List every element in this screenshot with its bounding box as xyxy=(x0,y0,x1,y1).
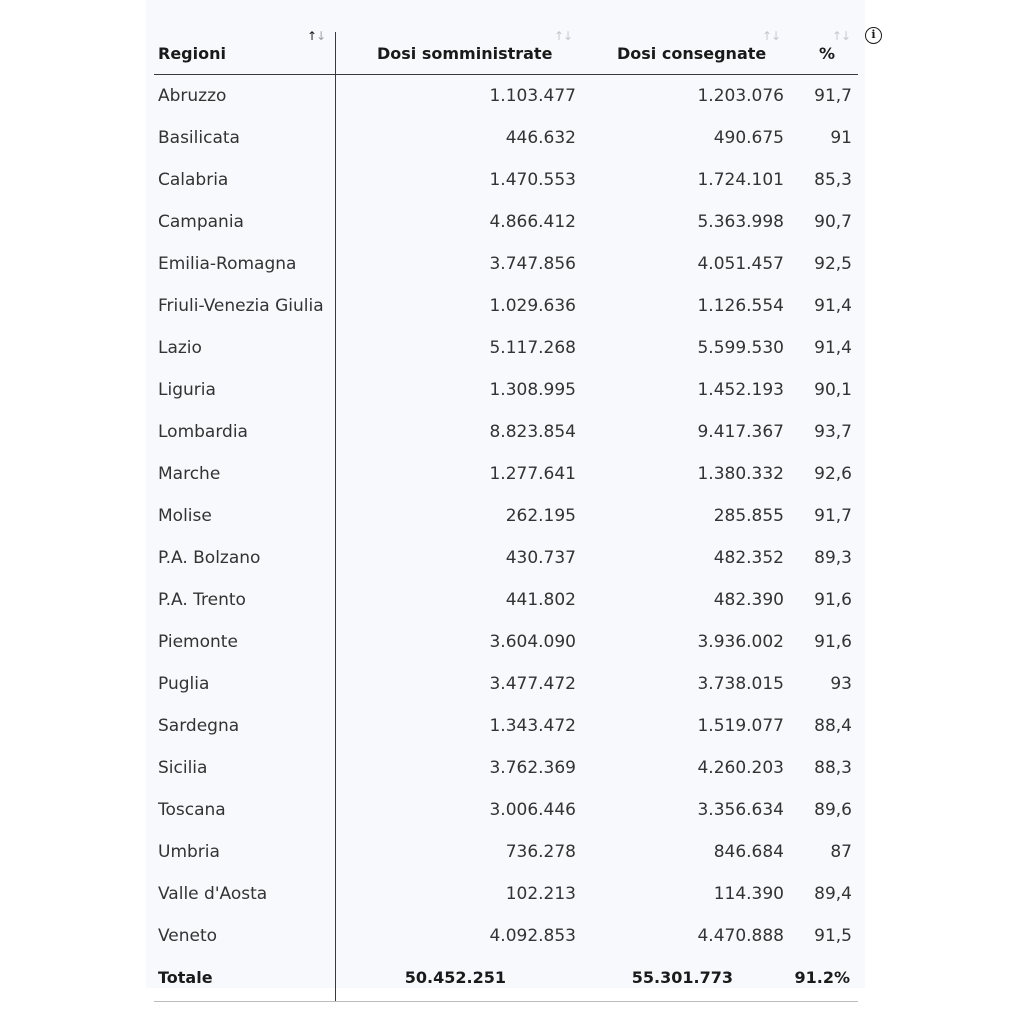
region-cell: Emilia-Romagna xyxy=(158,254,297,274)
somministrate-cell: 102.213 xyxy=(505,884,576,904)
percent-cell: 90,1 xyxy=(814,380,852,400)
region-cell: Piemonte xyxy=(158,632,238,652)
consegnate-cell: 3.738.015 xyxy=(697,674,784,694)
percent-cell: 93 xyxy=(830,674,852,694)
total-percent: 91.2% xyxy=(794,968,850,987)
column-header-dosi-somministrate[interactable]: Dosi somministrate xyxy=(377,44,553,63)
region-cell: Campania xyxy=(158,212,244,232)
somministrate-cell: 1.029.636 xyxy=(489,296,576,316)
consegnate-cell: 114.390 xyxy=(713,884,784,904)
table-row xyxy=(0,622,1017,664)
consegnate-cell: 846.684 xyxy=(713,842,784,862)
percent-cell: 85,3 xyxy=(814,170,852,190)
somministrate-cell: 1.470.553 xyxy=(489,170,576,190)
sort-icon-percent[interactable]: ↑↓ xyxy=(832,29,851,43)
percent-cell: 89,3 xyxy=(814,548,852,568)
somministrate-cell: 3.747.856 xyxy=(489,254,576,274)
table-body xyxy=(0,76,1017,958)
column-header-dosi-consegnate[interactable]: Dosi consegnate xyxy=(617,44,767,63)
table-row xyxy=(0,790,1017,832)
somministrate-cell: 3.477.472 xyxy=(489,674,576,694)
region-cell: Abruzzo xyxy=(158,86,227,106)
percent-cell: 88,3 xyxy=(814,758,852,778)
sort-icon-dosi-consegnate[interactable]: ↑↓ xyxy=(762,29,781,43)
footer-divider xyxy=(154,1001,858,1002)
region-cell: P.A. Bolzano xyxy=(158,548,261,568)
consegnate-cell: 1.126.554 xyxy=(697,296,784,316)
table-row xyxy=(0,160,1017,202)
region-cell: Molise xyxy=(158,506,212,526)
region-cell: Friuli-Venezia Giulia xyxy=(158,296,324,316)
sort-icon-dosi-somministrate[interactable]: ↑↓ xyxy=(554,29,573,43)
table-row xyxy=(0,370,1017,412)
percent-cell: 92,5 xyxy=(814,254,852,274)
header-divider xyxy=(154,74,858,75)
table-row xyxy=(0,286,1017,328)
consegnate-cell: 3.356.634 xyxy=(697,800,784,820)
table-row xyxy=(0,748,1017,790)
table-row xyxy=(0,454,1017,496)
somministrate-cell: 1.103.477 xyxy=(489,86,576,106)
somministrate-cell: 1.277.641 xyxy=(489,464,576,484)
percent-cell: 89,4 xyxy=(814,884,852,904)
somministrate-cell: 441.802 xyxy=(505,590,576,610)
region-cell: Umbria xyxy=(158,842,220,862)
total-row xyxy=(0,968,1017,994)
somministrate-cell: 3.762.369 xyxy=(489,758,576,778)
consegnate-cell: 1.380.332 xyxy=(697,464,784,484)
consegnate-cell: 1.724.101 xyxy=(697,170,784,190)
consegnate-cell: 9.417.367 xyxy=(697,422,784,442)
table-row xyxy=(0,832,1017,874)
somministrate-cell: 8.823.854 xyxy=(489,422,576,442)
somministrate-cell: 736.278 xyxy=(505,842,576,862)
percent-cell: 87 xyxy=(830,842,852,862)
somministrate-cell: 3.006.446 xyxy=(489,800,576,820)
table-row xyxy=(0,412,1017,454)
region-cell: P.A. Trento xyxy=(158,590,246,610)
consegnate-cell: 4.051.457 xyxy=(697,254,784,274)
region-cell: Lazio xyxy=(158,338,202,358)
region-cell: Calabria xyxy=(158,170,229,190)
consegnate-cell: 1.519.077 xyxy=(697,716,784,736)
region-cell: Puglia xyxy=(158,674,210,694)
percent-cell: 90,7 xyxy=(814,212,852,232)
region-cell: Liguria xyxy=(158,380,216,400)
total-consegnate: 55.301.773 xyxy=(631,968,733,987)
percent-cell: 89,6 xyxy=(814,800,852,820)
region-cell: Sardegna xyxy=(158,716,240,736)
table-row xyxy=(0,664,1017,706)
table-row xyxy=(0,76,1017,118)
consegnate-cell: 490.675 xyxy=(713,128,784,148)
percent-cell: 91,7 xyxy=(814,86,852,106)
table-row xyxy=(0,580,1017,622)
consegnate-cell: 5.363.998 xyxy=(697,212,784,232)
region-cell: Toscana xyxy=(158,800,226,820)
table-row xyxy=(0,496,1017,538)
sort-icon-regioni[interactable]: ↑↓ xyxy=(307,29,326,43)
somministrate-cell: 5.117.268 xyxy=(489,338,576,358)
percent-cell: 91,4 xyxy=(814,296,852,316)
total-label: Totale xyxy=(158,968,213,987)
table-row xyxy=(0,202,1017,244)
table-row xyxy=(0,328,1017,370)
consegnate-cell: 1.203.076 xyxy=(697,86,784,106)
info-icon[interactable]: i xyxy=(865,27,882,44)
table-row xyxy=(0,874,1017,916)
consegnate-cell: 4.470.888 xyxy=(697,926,784,946)
consegnate-cell: 482.390 xyxy=(713,590,784,610)
somministrate-cell: 446.632 xyxy=(505,128,576,148)
percent-cell: 91,4 xyxy=(814,338,852,358)
somministrate-cell: 3.604.090 xyxy=(489,632,576,652)
region-cell: Basilicata xyxy=(158,128,240,148)
table-row xyxy=(0,118,1017,160)
percent-cell: 91,5 xyxy=(814,926,852,946)
column-header-regioni[interactable]: Regioni xyxy=(158,44,226,63)
region-cell: Valle d'Aosta xyxy=(158,884,268,904)
table-row xyxy=(0,706,1017,748)
consegnate-cell: 1.452.193 xyxy=(697,380,784,400)
region-cell: Veneto xyxy=(158,926,218,946)
percent-cell: 91,6 xyxy=(814,590,852,610)
percent-cell: 91,6 xyxy=(814,632,852,652)
consegnate-cell: 3.936.002 xyxy=(697,632,784,652)
percent-cell: 91,7 xyxy=(814,506,852,526)
consegnate-cell: 285.855 xyxy=(713,506,784,526)
percent-cell: 92,6 xyxy=(814,464,852,484)
somministrate-cell: 1.308.995 xyxy=(489,380,576,400)
percent-cell: 93,7 xyxy=(814,422,852,442)
region-cell: Lombardia xyxy=(158,422,248,442)
somministrate-cell: 4.866.412 xyxy=(489,212,576,232)
total-somministrate: 50.452.251 xyxy=(404,968,506,987)
table-row xyxy=(0,916,1017,958)
table-row xyxy=(0,244,1017,286)
consegnate-cell: 482.352 xyxy=(713,548,784,568)
column-header-percent[interactable]: % xyxy=(819,44,836,63)
percent-cell: 88,4 xyxy=(814,716,852,736)
consegnate-cell: 4.260.203 xyxy=(697,758,784,778)
somministrate-cell: 262.195 xyxy=(505,506,576,526)
region-cell: Sicilia xyxy=(158,758,208,778)
somministrate-cell: 1.343.472 xyxy=(489,716,576,736)
percent-cell: 91 xyxy=(830,128,852,148)
region-cell: Marche xyxy=(158,464,221,484)
somministrate-cell: 430.737 xyxy=(505,548,576,568)
table-row xyxy=(0,538,1017,580)
somministrate-cell: 4.092.853 xyxy=(489,926,576,946)
consegnate-cell: 5.599.530 xyxy=(697,338,784,358)
